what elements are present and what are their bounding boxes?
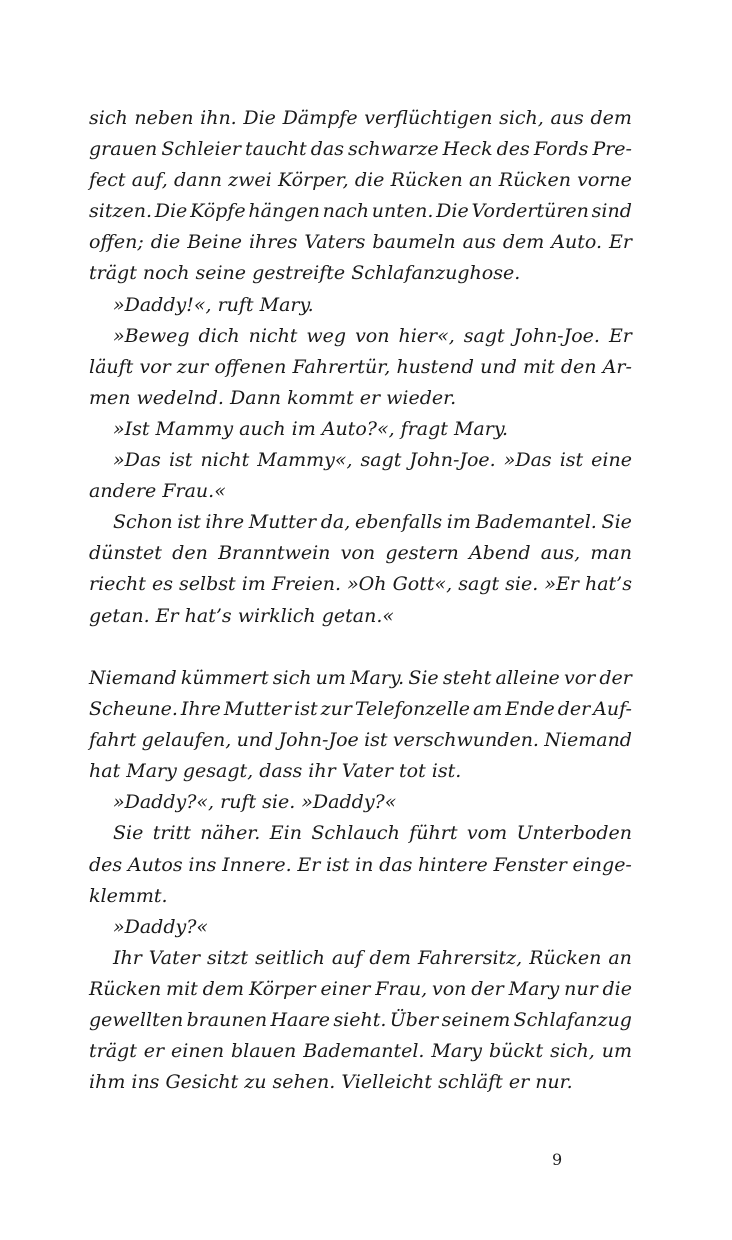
paragraph <box>89 321 632 414</box>
text-line: Scheune. Ihre Mutter ist zur Telefonzelle am Ende der Auf- <box>89 698 632 721</box>
paragraph <box>89 507 632 631</box>
paragraph <box>89 103 632 290</box>
text-line: hat Mary gesagt, dass ihr Vater tot ist. <box>89 760 462 783</box>
text-line: »Daddy?«, ruft sie. »Daddy?« <box>113 791 397 814</box>
text-line: trägt er einen blauen Bademantel. Mary bückt sich, um <box>89 1040 632 1063</box>
page-number: 9 <box>552 1150 563 1169</box>
paragraph <box>89 943 632 1098</box>
text-line: grauen Schleier taucht das schwarze Heck des Fords Pre- <box>89 138 632 161</box>
paragraph <box>89 787 632 818</box>
text-line: klemmt. <box>89 884 168 907</box>
text-line: dünstet den Branntwein von gestern Abend aus, man <box>89 542 632 565</box>
text-line: läuft vor zur offenen Fahrertür, hustend und mit den Ar- <box>89 355 632 378</box>
text-line: trägt noch seine gestreifte Schlafanzughose. <box>89 262 521 285</box>
paragraph <box>89 414 632 445</box>
paragraph <box>89 912 632 943</box>
text-line: des Autos ins Innere. Er ist in das hintere Fenster einge- <box>89 853 632 876</box>
section-break <box>89 632 632 663</box>
text-line: »Daddy?« <box>113 915 209 938</box>
text-line: andere Frau.« <box>89 480 226 503</box>
paragraph <box>89 290 632 321</box>
text-line: Ihr Vater sitzt seitlich auf dem Fahrersitz, Rücken an <box>113 946 632 969</box>
text-line: fahrt gelaufen, und John-Joe ist verschwunden. Niemand <box>89 729 632 752</box>
paragraph <box>89 818 632 911</box>
text-line: »Ist Mammy auch im Auto?«, fragt Mary. <box>113 417 509 440</box>
body-text <box>89 103 632 1098</box>
text-line: fect auf, dann zwei Körper, die Rücken an Rücken vorne <box>89 169 632 192</box>
text-line: gewellten braunen Haare sieht. Über seinem Schlafanzug <box>89 1009 632 1032</box>
text-line: Rücken mit dem Körper einer Frau, von der Mary nur die <box>89 977 632 1000</box>
text-line: »Daddy!«, ruft Mary. <box>113 293 314 316</box>
text-line: offen; die Beine ihres Vaters baumeln aus dem Auto. Er <box>89 231 632 254</box>
paragraph <box>89 445 632 507</box>
text-line: ihm ins Gesicht zu sehen. Vielleicht schläft er nur. <box>89 1071 573 1094</box>
text-line: Niemand kümmert sich um Mary. Sie steht alleine vor der <box>89 666 632 689</box>
text-line: sich neben ihn. Die Dämpfe verflüchtigen sich, aus dem <box>89 107 632 129</box>
text-line: »Das ist nicht Mammy«, sagt John-Joe. »Das ist eine <box>113 449 632 472</box>
paragraph <box>89 663 632 787</box>
text-line: getan. Er hat’s wirklich getan.« <box>89 604 394 627</box>
text-line: riecht es selbst im Freien. »Oh Gott«, sagt sie. »Er hat’s <box>89 573 632 596</box>
text-line: sitzen. Die Köpfe hängen nach unten. Die Vordertüren sind <box>89 200 632 223</box>
text-line: Schon ist ihre Mutter da, ebenfalls im Bademantel. Sie <box>113 511 632 534</box>
text-line: »Beweg dich nicht weg von hier«, sagt John-Joe. Er <box>113 324 632 347</box>
text-line: men wedelnd. Dann kommt er wieder. <box>89 386 457 409</box>
text-line: Sie tritt näher. Ein Schlauch führt vom Unterboden <box>113 822 632 845</box>
